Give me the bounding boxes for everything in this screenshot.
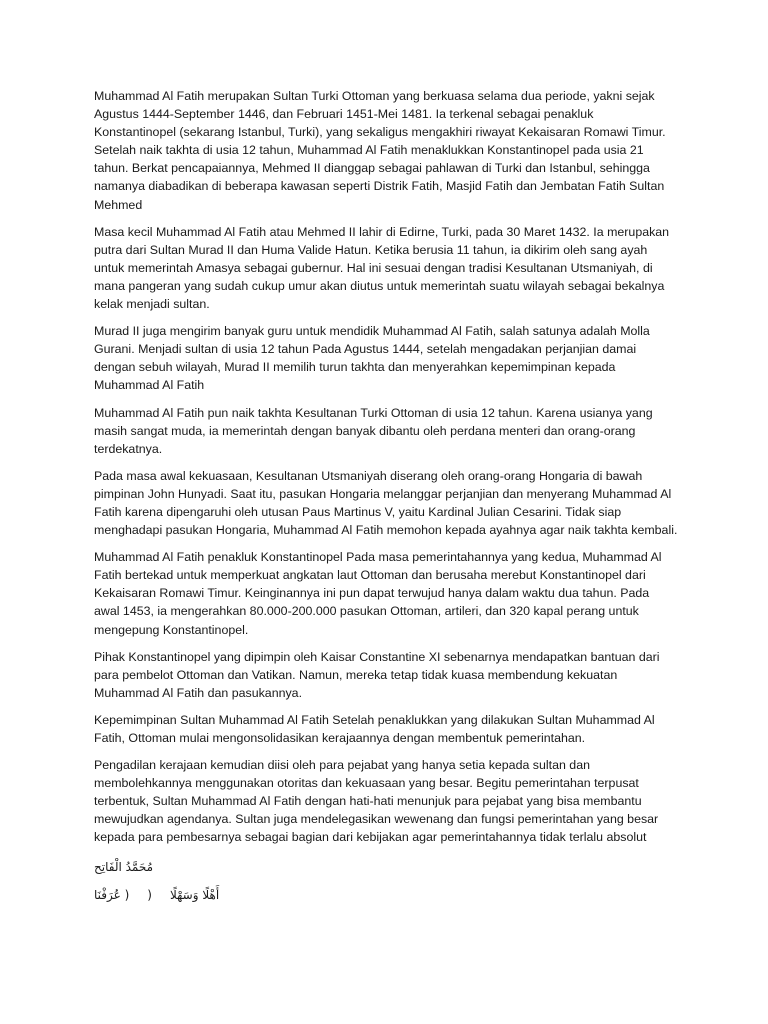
arabic-phrase-a: ( عُرَفْنَا	[94, 887, 130, 902]
paragraph-2: Masa kecil Muhammad Al Fatih atau Mehmed II lahir di Edirne, Turki, pada 30 Maret 1432. Ia merupakan putra dari Sultan Murad II dan Huma Valide Hatun. Ketika berusia 11 tahun, ia dikirim oleh sang ayah untuk memerintah Amasya sebagai gubernur. Hal ini sesuai dengan tradisi Kesultanan Utsmaniyah, di mana pangeran yang sudah cukup umur akan diutus untuk memerintah suatu wilayah sebagai bekalnya kelak menjadi sultan.	[94, 224, 670, 312]
document-body	[94, 87, 678, 912]
paragraph-9: Pengadilan kerajaan kemudian diisi oleh para pejabat yang hanya setia kepada sultan dan membolehkannya menggunakan otoritas dan kekuasaan yang besar. Begitu pemerintahan terpusat terbentuk, Sultan Muhammad Al Fatih dengan hati-hati menunjuk para pejabat yang bisa membantu mewujudkan agendanya. Sultan juga mendelegasikan wewenang dan fungsi pemerintahan yang besar kepada para pembesarnya sebagai bagian dari kebijakan agar pemerintahannya tidak terlalu absolut	[94, 758, 659, 845]
arabic-name-text: مُحَمَّدُ الْفَاتِح	[94, 859, 154, 874]
paragraph-8: Kepemimpinan Sultan Muhammad Al Fatih Setelah penaklukkan yang dilakukan Sultan Muhammad Al Fatih, Ottoman mulai mengonsolidasikan kerajaannya dengan membentuk pemerintahan.	[94, 712, 655, 745]
paragraph-7: Pihak Konstantinopel yang dipimpin oleh Kaisar Constantine XI sebenarnya mendapatkan bantuan dari para pembelot Ottoman dan Vatikan. Namun, mereka tetap tidak kuasa membendung kekuatan Muhammad Al Fatih dan pasukannya.	[94, 649, 660, 700]
paragraph-1: Muhammad Al Fatih merupakan Sultan Turki Ottoman yang berkuasa selama dua periode, yakni sejak Agustus 1444-September 1446, dan Februari 1451-Mei 1481. Ia terkenal sebagai penakluk Konstantinopel (sekarang Istanbul, Turki), yang sekaligus mengakhiri riwayat Kekaisaran Romawi Timur. Setelah naik takhta di usia 12 tahun, Muhammad Al Fatih menaklukkan Konstantinopel pada usia 21 tahun. Berkat pencapaiannya, Mehmed II dianggap sebagai pahlawan di Turki dan Istanbul, sehingga namanya diabadikan di beberapa kawasan seperti Distrik Fatih, Masjid Fatih dan Jembatan Fatih Sultan Mehmed	[94, 89, 666, 212]
arabic-line-1	[94, 856, 678, 878]
arabic-phrase-c: أَهْلًا وَسَهْلًا	[169, 887, 220, 902]
arabic-line-2	[94, 884, 678, 906]
paragraph-5: Pada masa awal kekuasaan, Kesultanan Utsmaniyah diserang oleh orang-orang Hongaria di bawah pimpinan John Hunyadi. Saat itu, pasukan Hongaria melanggar perjanjian dan menyerang Muhammad Al Fatih karena dipengaruhi oleh utusan Paus Martinus V, yaitu Kardinal Julian Cesarini. Tidak siap menghadapi pasukan Hongaria, Muhammad Al Fatih memohon kepada ayahnya agar naik takhta kembali.	[94, 468, 678, 538]
paragraph-6: Muhammad Al Fatih penakluk Konstantinopel Pada masa pemerintahannya yang kedua, Muhammad Al Fatih bertekad untuk memperkuat angkatan laut Ottoman dan berusaha merebut Konstantinopel dari Kekaisaran Romawi Timur. Keinginannya ini pun dapat terwujud hanya dalam waktu dua tahun. Pada awal 1453, ia mengerahkan 80.000-200.000 pasukan Ottoman, artileri, dan 320 kapal perang untuk mengepung Konstantinopel.	[94, 550, 662, 637]
arabic-phrase-paren: )	[147, 887, 152, 902]
paragraph-4: Muhammad Al Fatih pun naik takhta Kesultanan Turki Ottoman di usia 12 tahun. Karena usianya yang masih sangat muda, ia memerintah dengan banyak dibantu oleh perdana menteri dan orang-orang terdekatnya.	[94, 405, 653, 456]
paragraph-3: Murad II juga mengirim banyak guru untuk mendidik Muhammad Al Fatih, salah satunya adalah Molla Gurani. Menjadi sultan di usia 12 tahun Pada Agustus 1444, setelah mengadakan perjanjian damai dengan sebuh wilayah, Murad II memilih turun takhta dan menyerahkan kepemimpinan kepada Muhammad Al Fatih	[94, 324, 650, 393]
